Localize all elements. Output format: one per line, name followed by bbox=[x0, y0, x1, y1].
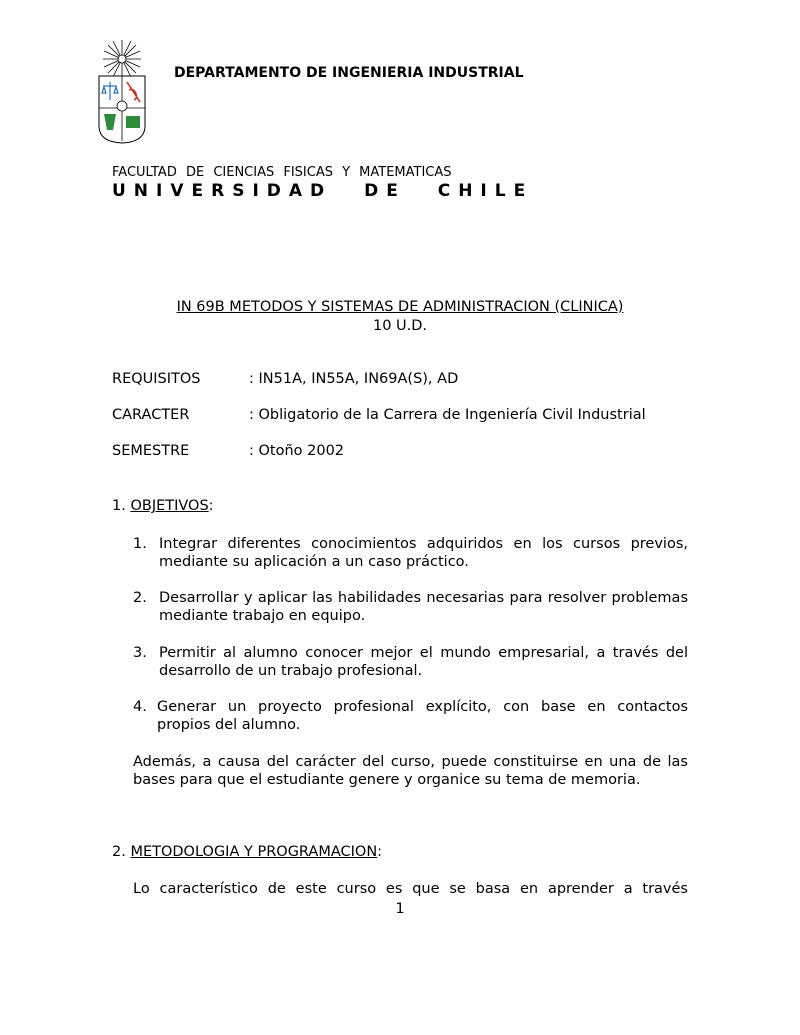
objective-text: Desarrollar y aplicar las habilidades necesarias para resolver problemas mediante trabajo en equipo. bbox=[159, 590, 688, 624]
section-title: OBJETIVOS bbox=[130, 498, 209, 514]
objective-number: 2. bbox=[133, 590, 147, 606]
page-number: 1 bbox=[395, 901, 405, 917]
university-seal-logo bbox=[96, 38, 148, 144]
objective-item bbox=[133, 535, 688, 571]
section-number: 1. bbox=[112, 498, 126, 514]
field-value-semestre: : Otoño 2002 bbox=[249, 443, 345, 459]
objective-number: 3. bbox=[133, 645, 147, 661]
field-label-caracter: CARACTER bbox=[112, 407, 190, 423]
book-icon bbox=[126, 116, 140, 128]
faculty-name: FACULTAD DE CIENCIAS FISICAS Y MATEMATICAS bbox=[112, 165, 452, 180]
star-burst-icon bbox=[103, 40, 141, 78]
objective-item bbox=[133, 589, 688, 625]
metodologia-intro-paragraph: Lo característico de este curso es que se basa en aprender a través bbox=[133, 881, 688, 897]
course-title: IN 69B METODOS Y SISTEMAS DE ADMINISTRACION (CLINICA) bbox=[176, 299, 624, 315]
section-colon: : bbox=[208, 498, 214, 514]
section-metodologia-heading bbox=[112, 844, 382, 860]
section-title: METODOLOGIA Y PROGRAMACION bbox=[130, 844, 378, 860]
section-colon: : bbox=[377, 844, 383, 860]
department-title: DEPARTAMENTO DE INGENIERIA INDUSTRIAL bbox=[174, 65, 524, 81]
objective-text: Permitir al alumno conocer mejor el mundo empresarial, a través del desarrollo de un trabajo profesional. bbox=[159, 645, 688, 679]
objective-number: 4. bbox=[133, 699, 147, 715]
objectives-closing-paragraph: Además, a causa del carácter del curso, puede constituirse en una de las bases para que el estudiante genere y organice su tema de memoria. bbox=[133, 754, 688, 788]
objective-text: Integrar diferentes conocimientos adquiridos en los cursos previos, mediante su aplicación a un caso práctico. bbox=[159, 536, 688, 570]
field-value-requisitos: : IN51A, IN55A, IN69A(S), AD bbox=[249, 371, 459, 387]
field-value-caracter: : Obligatorio de la Carrera de Ingeniería Civil Industrial bbox=[249, 407, 646, 423]
field-label-requisitos: REQUISITOS bbox=[112, 371, 201, 387]
objective-item bbox=[133, 698, 688, 734]
objective-item bbox=[133, 644, 688, 680]
section-objetivos-heading bbox=[112, 498, 214, 514]
course-units: 10 U.D. bbox=[372, 318, 428, 334]
field-label-semestre: SEMESTRE bbox=[112, 443, 190, 459]
section-number: 2. bbox=[112, 844, 126, 860]
objective-number: 1. bbox=[133, 536, 147, 552]
university-name: UNIVERSIDAD DE CHILE bbox=[112, 181, 534, 201]
objective-text: Generar un proyecto profesional explícito, con base en contactos propios del alumno. bbox=[157, 699, 688, 733]
